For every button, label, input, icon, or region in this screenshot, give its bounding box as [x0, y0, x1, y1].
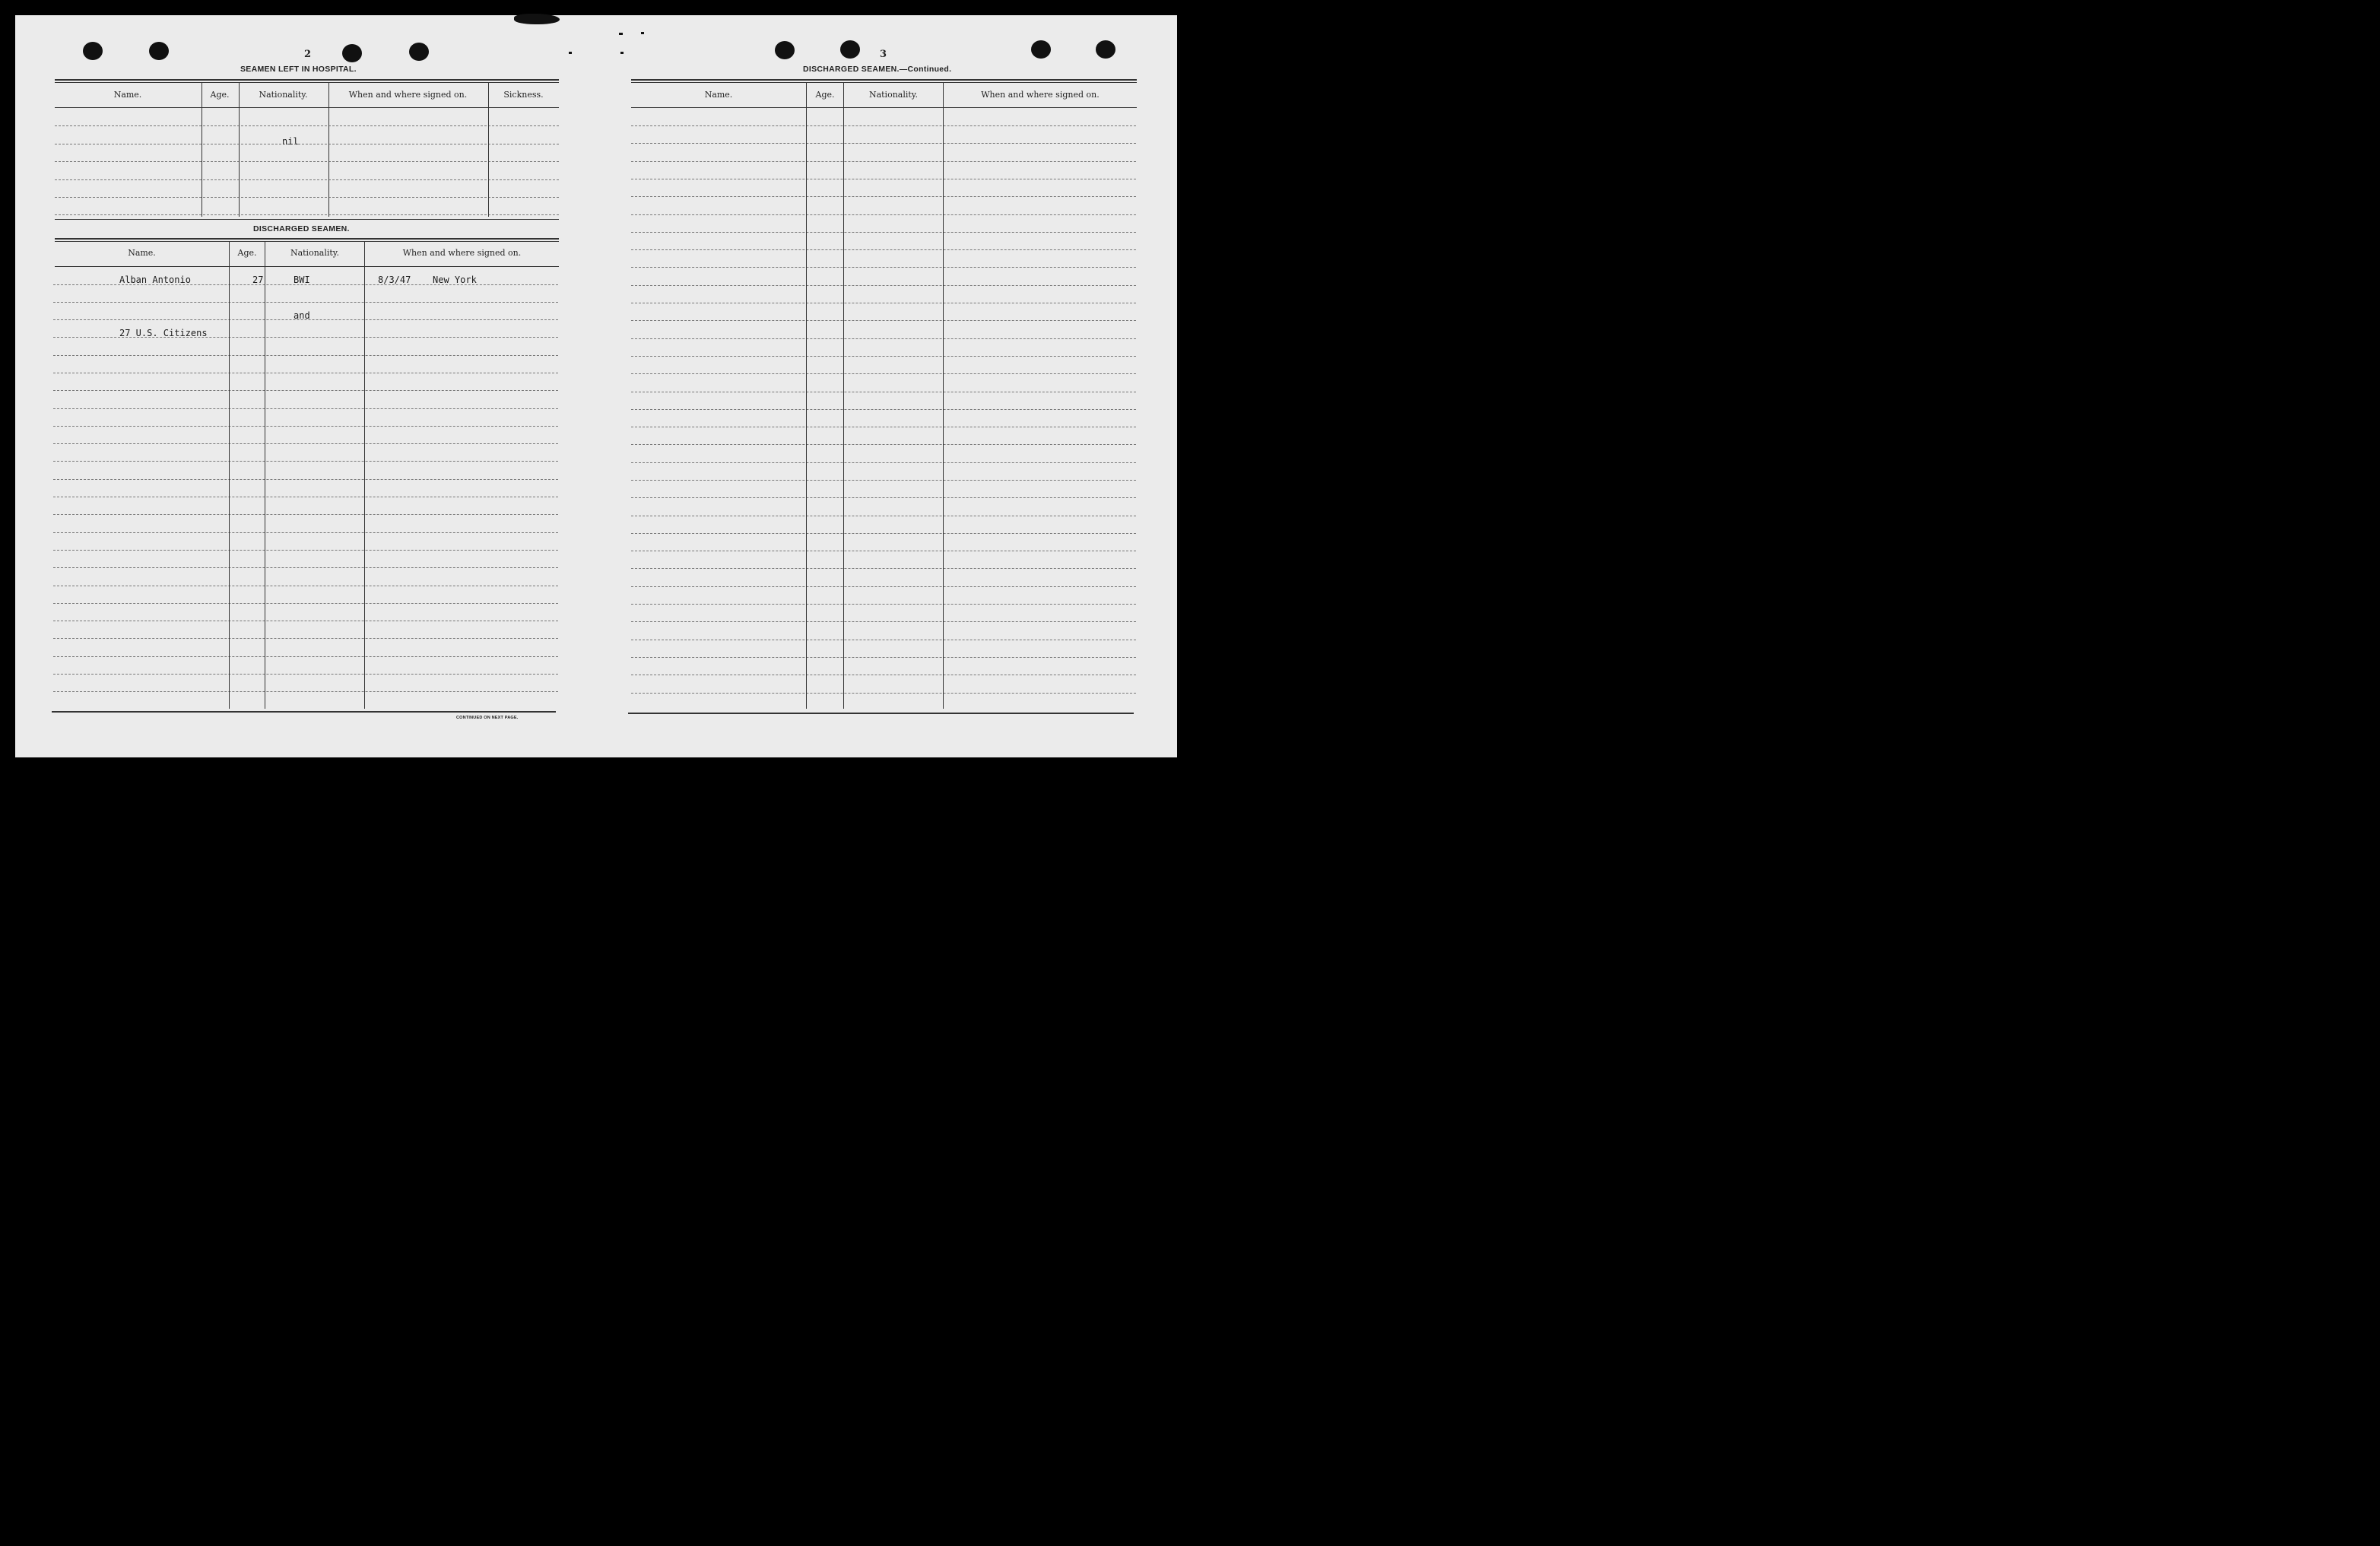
column-divider: [806, 83, 807, 709]
discharged-section-title: DISCHARGED SEAMEN.: [253, 224, 350, 233]
rule: [55, 241, 559, 242]
ruled-line: [53, 603, 558, 604]
hospital-section-title: SEAMEN LEFT IN HOSPITAL.: [240, 65, 357, 74]
ruled-line: [55, 161, 559, 162]
rule: [631, 107, 1137, 108]
binder-hole: [342, 44, 362, 62]
column-divider: [843, 83, 844, 709]
binder-hole: [1096, 40, 1115, 59]
ruled-line: [631, 214, 1136, 215]
ruled-line: [631, 480, 1136, 481]
ruled-line: [53, 443, 558, 444]
ink-blot: [514, 14, 560, 24]
ruled-line: [631, 444, 1136, 445]
ruled-line: [53, 532, 558, 533]
rule: [55, 238, 559, 240]
ruled-line: [631, 232, 1136, 233]
ruled-line: [55, 179, 559, 180]
ruled-line: [53, 514, 558, 515]
seaman-name: Alban Antonio: [119, 275, 191, 285]
ruled-line: [53, 691, 558, 692]
ruled-line: [53, 567, 558, 568]
page-number-right: 3: [880, 49, 887, 60]
hospital-header-age: Age.: [210, 90, 230, 100]
ink-speck: [619, 33, 623, 35]
ink-speck: [641, 32, 644, 34]
hospital-entry: nil: [282, 136, 299, 147]
ledger-sheet: [15, 15, 1177, 757]
ruled-line: [631, 604, 1136, 605]
ruled-line: [631, 161, 1136, 162]
continued-header-name: Name.: [704, 90, 733, 100]
ruled-line: [631, 249, 1136, 250]
citizens-note: 27 U.S. Citizens: [119, 328, 208, 338]
discharged-continued-title: DISCHARGED SEAMEN.—Continued.: [803, 65, 952, 74]
seaman-signed-on-place: New York: [433, 275, 477, 285]
binder-hole: [1031, 40, 1051, 59]
continued-header-nationality: Nationality.: [868, 90, 919, 100]
ruled-line: [631, 356, 1136, 357]
ruled-line: [55, 125, 559, 126]
ruled-line: [631, 143, 1136, 144]
hospital-header-name: Name.: [113, 90, 142, 100]
rule: [55, 79, 559, 81]
discharged-header-age: Age.: [237, 248, 257, 258]
discharged-header-name: Name.: [128, 248, 156, 258]
ruled-line: [631, 267, 1136, 268]
rule: [52, 711, 556, 713]
ruled-line: [53, 461, 558, 462]
ruled-line: [631, 693, 1136, 694]
nationality-conjunction: and: [294, 310, 310, 321]
page-number-left: 2: [304, 49, 312, 60]
ruled-line: [631, 373, 1136, 374]
column-divider: [229, 242, 230, 709]
rule: [55, 266, 559, 267]
ruled-line: [631, 285, 1136, 286]
ruled-line: [631, 320, 1136, 321]
ruled-line: [631, 462, 1136, 463]
ruled-line: [53, 674, 558, 675]
seaman-signed-on-date: 8/3/47: [378, 275, 411, 285]
rule: [628, 713, 1134, 714]
ruled-line: [53, 390, 558, 391]
rule: [55, 107, 559, 108]
hospital-header-nationality: Nationality.: [259, 90, 308, 100]
ink-speck: [620, 52, 624, 54]
ruled-line: [631, 533, 1136, 534]
ruled-line: [631, 409, 1136, 410]
hospital-header-signed-on: When and where signed on.: [348, 90, 468, 100]
ruled-line: [55, 197, 559, 198]
ruled-line: [53, 408, 558, 409]
rule: [631, 82, 1137, 83]
binder-hole: [775, 41, 795, 59]
binder-hole: [409, 43, 429, 61]
rule: [55, 82, 559, 83]
ruled-line: [53, 355, 558, 356]
continued-header-age: Age.: [815, 90, 835, 100]
ruled-line: [631, 125, 1136, 126]
ruled-line: [631, 338, 1136, 339]
column-divider: [328, 83, 329, 217]
ruled-line: [631, 657, 1136, 658]
seaman-nationality: BWI: [294, 275, 310, 285]
discharged-header-signed-on: When and where signed on.: [402, 248, 522, 258]
ruled-line: [631, 196, 1136, 197]
ruled-line: [631, 497, 1136, 498]
ruled-line: [53, 638, 558, 639]
continued-footer: CONTINUED ON NEXT PAGE.: [456, 716, 519, 720]
ruled-line: [55, 214, 559, 215]
ruled-line: [631, 621, 1136, 622]
ruled-line: [53, 550, 558, 551]
ruled-line: [53, 479, 558, 480]
ruled-line: [53, 426, 558, 427]
binder-hole: [83, 42, 103, 60]
ink-speck: [569, 52, 572, 54]
binder-hole: [840, 40, 860, 59]
ruled-line: [631, 586, 1136, 587]
ruled-line: [53, 302, 558, 303]
ruled-line: [631, 568, 1136, 569]
column-divider: [364, 242, 365, 709]
ruled-line: [53, 656, 558, 657]
binder-hole: [149, 42, 169, 60]
column-divider: [943, 83, 944, 709]
hospital-header-sickness: Sickness.: [503, 90, 544, 100]
continued-header-signed-on: When and where signed on.: [981, 90, 1100, 100]
column-divider: [488, 83, 489, 217]
rule: [55, 219, 559, 220]
column-divider: [239, 83, 240, 217]
discharged-header-nationality: Nationality.: [290, 248, 340, 258]
rule: [631, 79, 1137, 81]
seaman-age: 27: [252, 275, 264, 285]
